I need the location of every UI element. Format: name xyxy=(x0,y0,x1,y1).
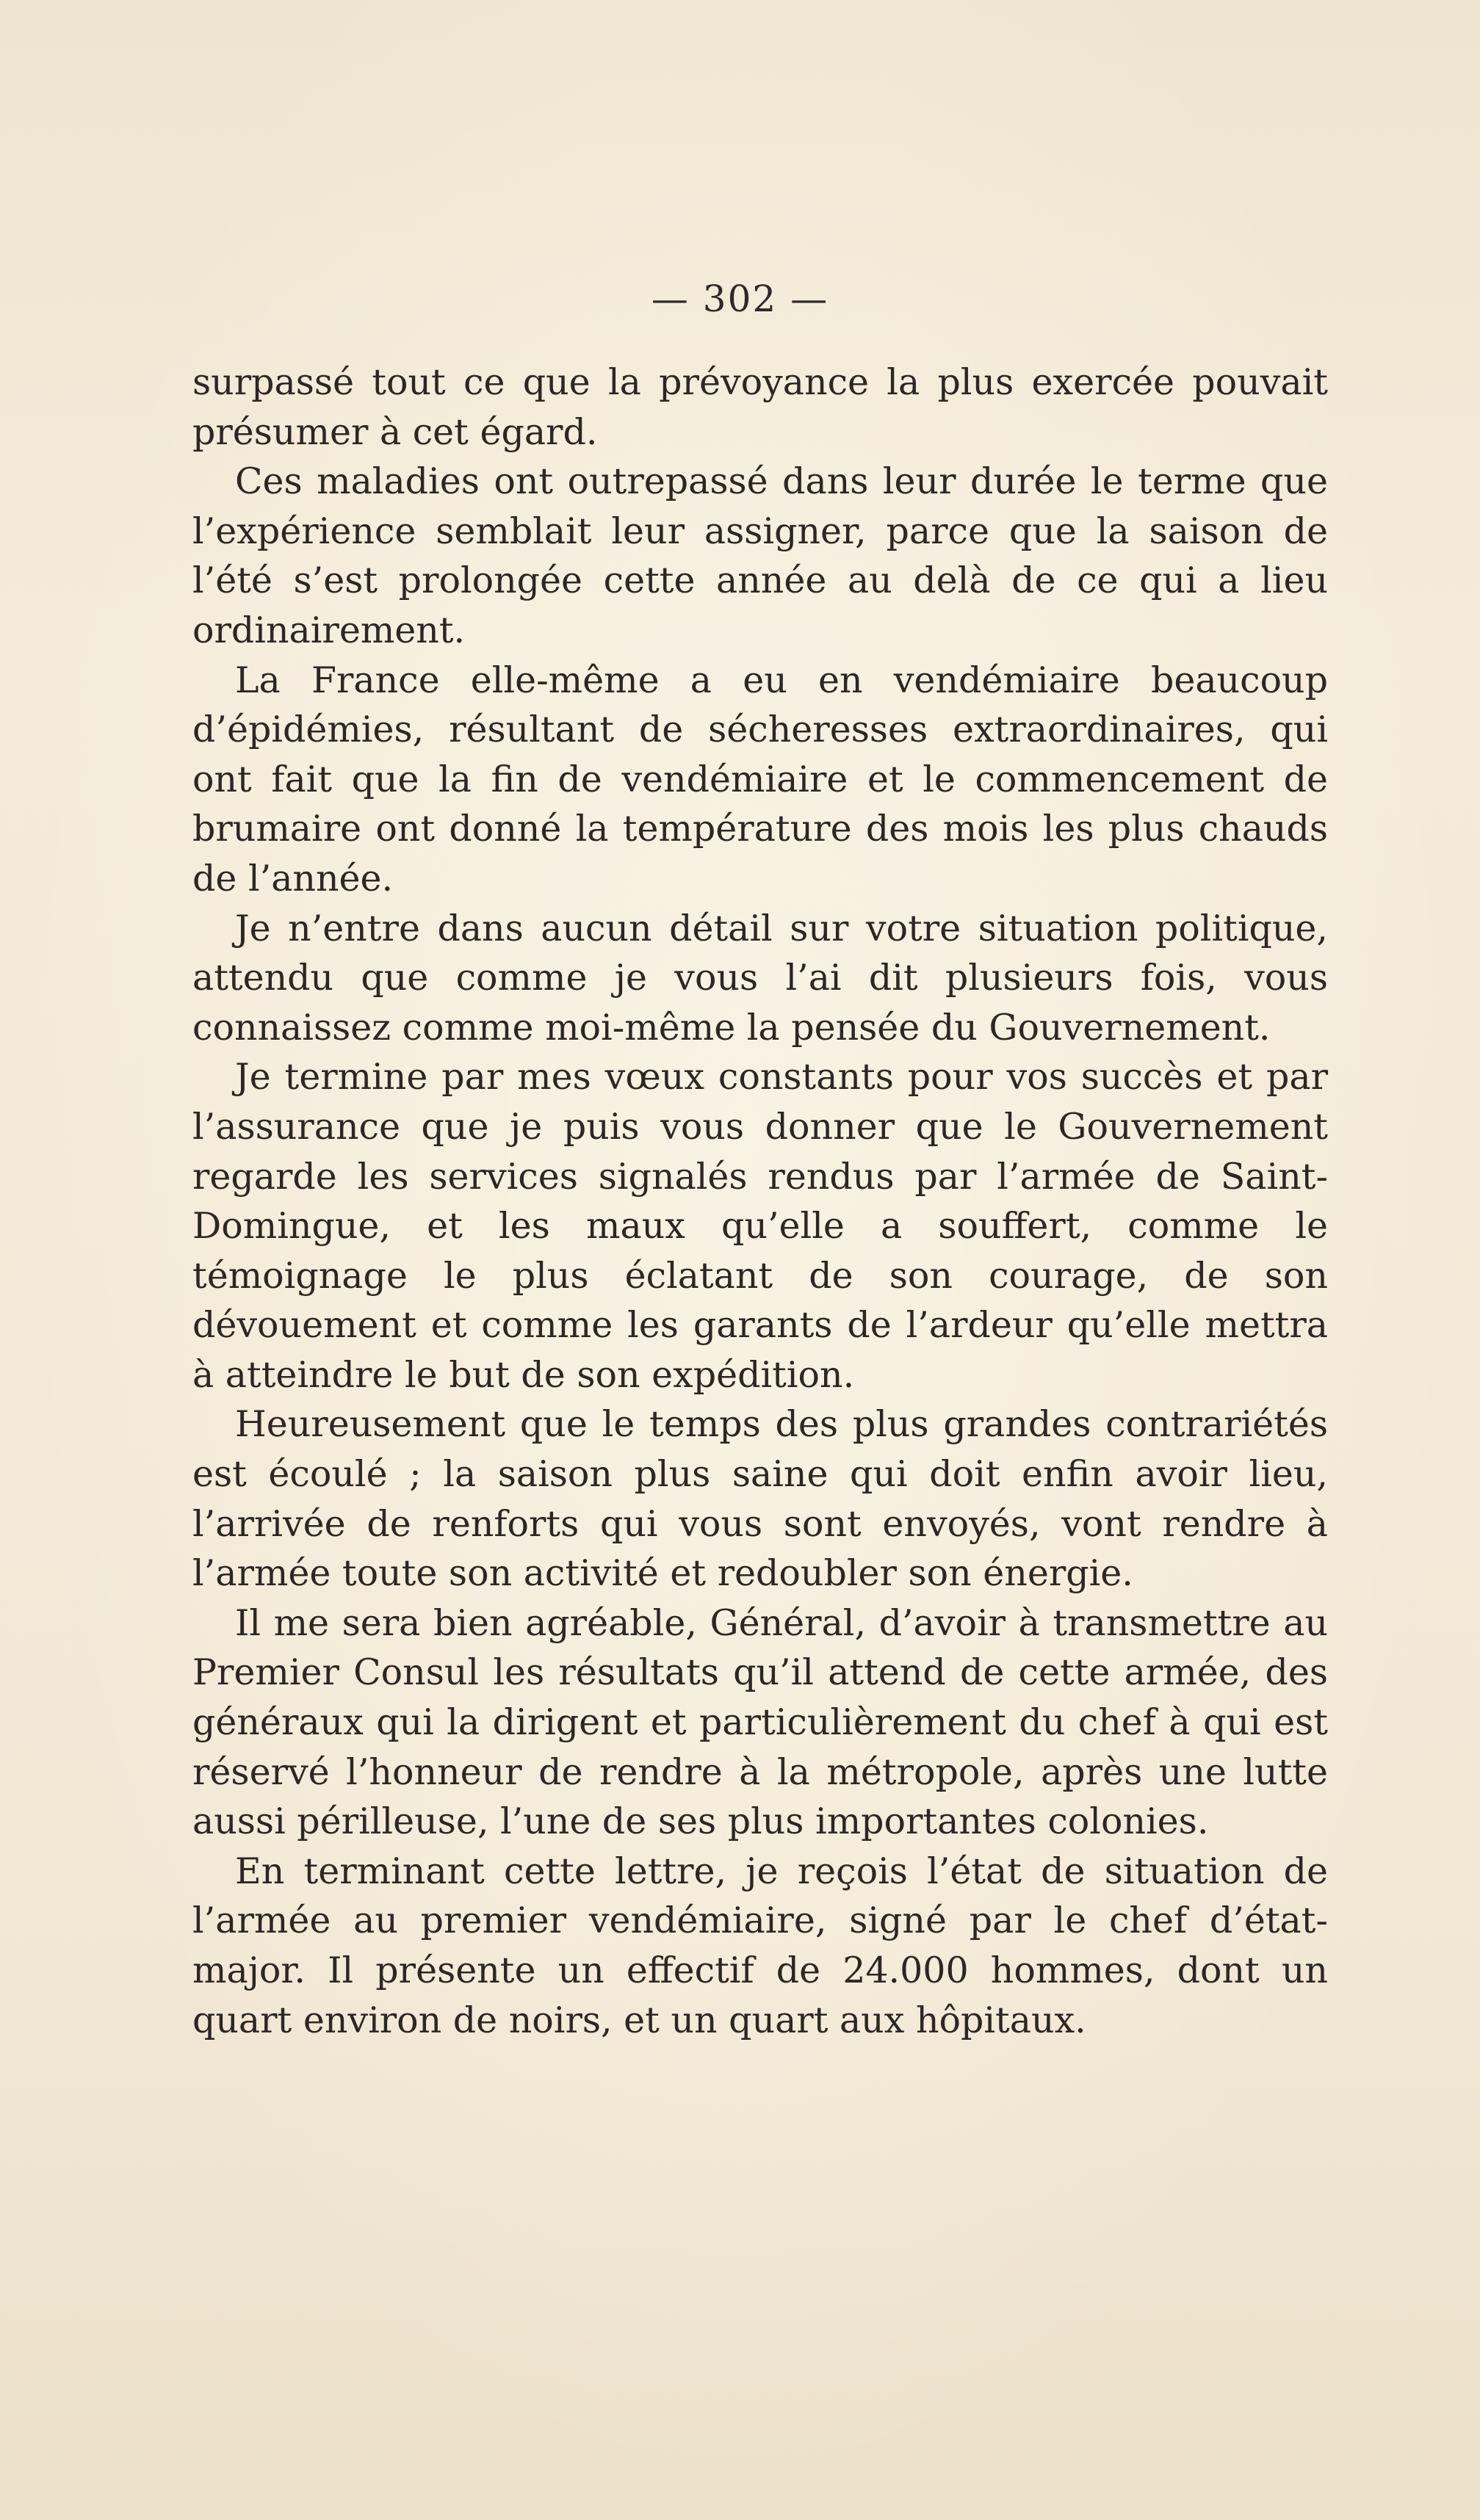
paragraph-2: Ces maladies ont outrepassé dans leur durée le terme que l’expérience semblait leur assigner, parce que la saison de l’été s’est prolongée cette année au delà de ce qui a lieu ordinairement. xyxy=(192,460,1328,651)
body-text xyxy=(192,358,1328,2045)
paragraph-6: Heureusement que le temps des plus grandes contrariétés est écoulé ; la saison plus saine qui doit enfin avoir lieu, l’arrivée de renforts qui vous sont envoyés, vont rendre à l’armée toute son activité et redoubler son énergie. xyxy=(192,1403,1328,1595)
paragraph-8: En terminant cette lettre, je reçois l’état de situation de l’armée au premier vendémiaire, signé par le chef d’état-major. Il présente un effectif de 24.000 hommes, dont un quart environ de noirs, et un quart aux hôpitaux. xyxy=(192,1850,1328,2041)
paragraph-3: La France elle-même a eu en vendémiaire beaucoup d’épidémies, résultant de sécheresses extraordinaires, qui ont fait que la fin de vendémiaire et le commencement de brumaire ont donné la température des mois les plus chauds de l’année. xyxy=(192,659,1328,899)
paragraph-7: Il me sera bien agréable, Général, d’avoir à transmettre au Premier Consul les résultats qu’il attend de cette armée, des généraux qui la dirigent et particulièrement du chef à qui est réservé l’honneur de rendre à la métropole, après une lutte aussi périlleuse, l’une de ses plus importantes colonies. xyxy=(192,1601,1328,1843)
paragraph-1: surpassé tout ce que la prévoyance la plus exercée pouvait présumer à cet égard. xyxy=(192,361,1328,453)
page-number: — 302 — xyxy=(651,278,829,320)
paragraph-4: Je n’entre dans aucun détail sur votre situation politique, attendu que comme je vous l’ai dit plusieurs fois, vous connaissez comme moi-même la pensée du Gouvernement. xyxy=(192,907,1328,1049)
paragraph-5: Je termine par mes vœux constants pour vos succès et par l’assurance que je puis vous donner que le Gouvernement regarde les services signalés rendus par l’armée de Saint-Domingue, et les maux qu’elle a souffert, comme le témoignage le plus éclatant de son courage, de son dévouement et comme les garants de l’ardeur qu’elle mettra à atteindre le but de son expédition. xyxy=(192,1056,1328,1396)
